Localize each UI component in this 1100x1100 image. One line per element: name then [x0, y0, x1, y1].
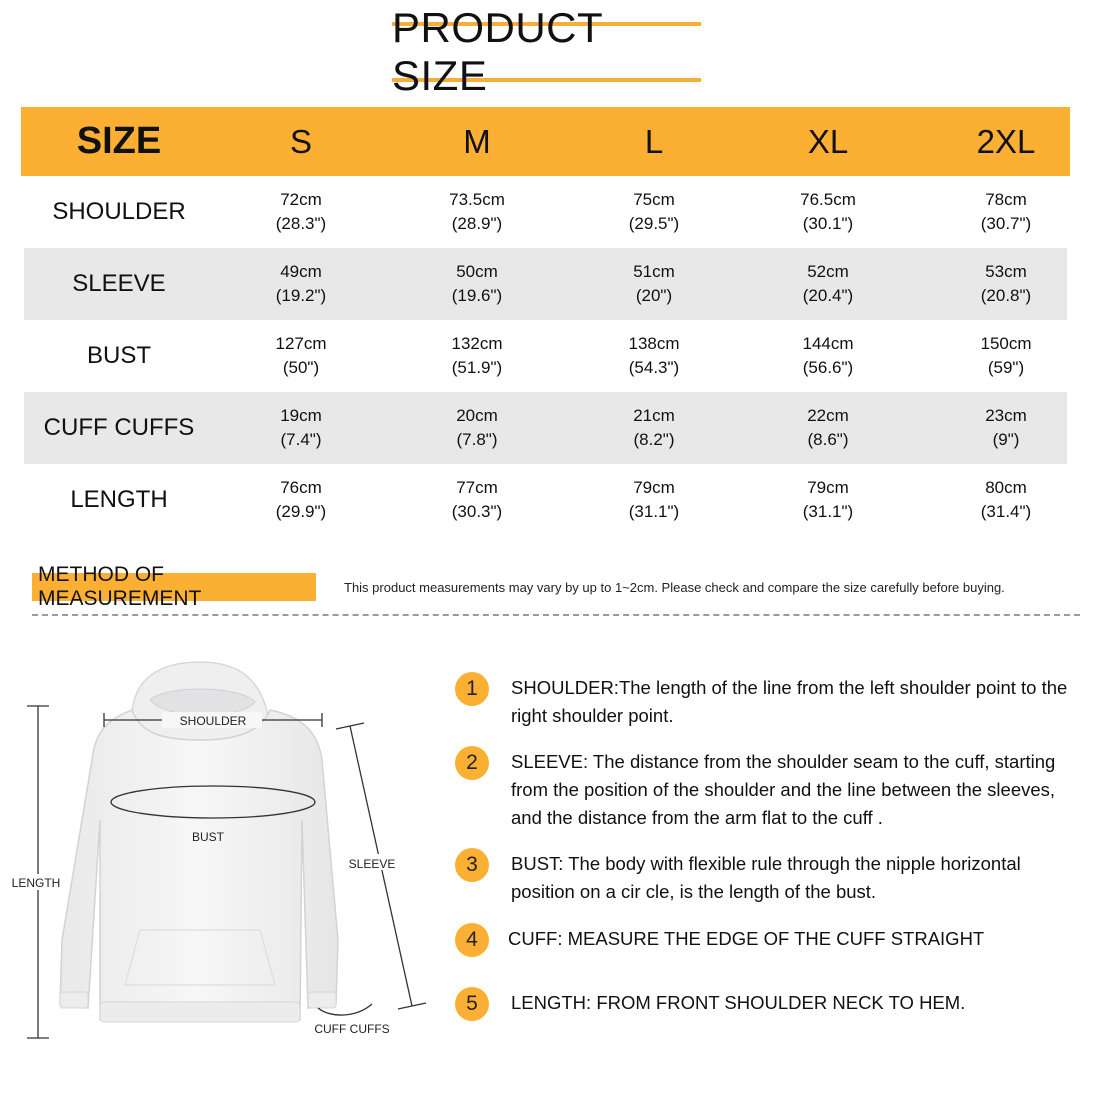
- table-cell: 73.5cm (28.9"): [449, 190, 505, 233]
- row-label: BUST: [86, 342, 151, 369]
- measurement-note: This product measurements may vary by up to 1~2cm. Please check and compare the size carefully before buying.: [344, 580, 1005, 595]
- table-cell: 79cm (31.1"): [628, 478, 680, 521]
- page-title: PRODUCT SIZE: [392, 4, 603, 99]
- table-cell: 77cm (30.3"): [451, 478, 503, 521]
- table-row-sleeve: [24, 248, 1067, 320]
- row-label: SHOULDER: [52, 198, 186, 225]
- table-cell: 132cm (51.9"): [451, 334, 503, 377]
- table-cell: 75cm (29.5"): [628, 190, 680, 233]
- table-cell: 20cm (7.8"): [456, 406, 498, 449]
- step-badge: 5: [455, 987, 489, 1021]
- table-row-shoulder: [24, 176, 1067, 248]
- instruction-item: [455, 989, 1081, 1021]
- step-badge: 4: [455, 923, 489, 957]
- instruction-text: SHOULDER:The length of the line from the left shoulder point to the right shoulder point.: [511, 677, 1068, 726]
- header-l: L: [644, 122, 664, 160]
- table-cell: 19cm (7.4"): [280, 406, 322, 449]
- table-cell: 76.5cm (30.1"): [800, 190, 856, 233]
- table-cell: 52cm (20.4"): [802, 262, 854, 305]
- row-label: SLEEVE: [72, 270, 166, 297]
- size-table: [21, 107, 1070, 536]
- dashed-divider: [32, 614, 1080, 616]
- sleeve-label: SLEEVE: [348, 857, 396, 871]
- instruction-item: [455, 850, 1081, 906]
- table-row-bust: [24, 320, 1067, 392]
- instruction-text: SLEEVE: The distance from the shoulder seam to the cuff, starting from the position of the shoulder and the line between the sleeves, and the distance from the arm flat to the cuff .: [511, 751, 1056, 828]
- header-size: SIZE: [76, 120, 162, 162]
- step-badge: 1: [455, 672, 489, 706]
- instruction-text: BUST: The body with flexible rule through the nipple horizontal position on a cir cle, is the length of the bust.: [511, 853, 1021, 902]
- step-badge: 3: [455, 848, 489, 882]
- table-row-cuff: [24, 392, 1067, 464]
- header-s: S: [289, 122, 312, 160]
- row-label: CUFF CUFFS: [43, 414, 195, 441]
- shoulder-label: SHOULDER: [179, 714, 247, 728]
- table-cell: 49cm (19.2"): [275, 262, 327, 305]
- table-row-length: [24, 464, 1067, 536]
- table-cell: 50cm (19.6"): [451, 262, 503, 305]
- table-cell: 53cm (20.8"): [980, 262, 1032, 305]
- table-cell: 150cm (59"): [980, 334, 1032, 377]
- cuff-label: CUFF CUFFS: [314, 1022, 390, 1036]
- instruction-item: [455, 674, 1081, 730]
- table-header: [21, 107, 1070, 176]
- table-cell: 21cm (8.2"): [633, 406, 675, 449]
- row-label: LENGTH: [70, 486, 168, 513]
- table-cell: 138cm (54.3"): [628, 334, 680, 377]
- method-label: METHOD OF MEASUREMENT: [32, 573, 316, 601]
- instruction-item: [455, 925, 1078, 957]
- bust-label: BUST: [191, 830, 225, 844]
- table-cell: 80cm (31.4"): [980, 478, 1032, 521]
- header-2xl: 2XL: [976, 122, 1036, 160]
- table-cell: 144cm (56.6"): [802, 334, 854, 377]
- hoodie-diagram: [0, 640, 440, 1080]
- instruction-text: LENGTH: FROM FRONT SHOULDER NECK TO HEM.: [511, 992, 966, 1013]
- header-m: M: [463, 122, 491, 160]
- table-cell: 78cm (30.7"): [980, 190, 1032, 233]
- header-xl: XL: [807, 122, 849, 160]
- title-banner: [392, 4, 701, 99]
- table-cell: 23cm (9"): [985, 406, 1027, 449]
- step-badge: 2: [455, 746, 489, 780]
- table-cell: 79cm (31.1"): [802, 478, 854, 521]
- table-cell: 76cm (29.9"): [275, 478, 327, 521]
- table-cell: 51cm (20"): [633, 262, 675, 305]
- length-label: LENGTH: [11, 876, 61, 890]
- table-cell: 72cm (28.3"): [275, 190, 327, 233]
- instruction-text: CUFF: MEASURE THE EDGE OF THE CUFF STRAIGHT: [508, 928, 985, 949]
- instruction-item: [455, 748, 1081, 832]
- table-cell: 22cm (8.6"): [807, 406, 849, 449]
- table-cell: 127cm (50"): [275, 334, 327, 377]
